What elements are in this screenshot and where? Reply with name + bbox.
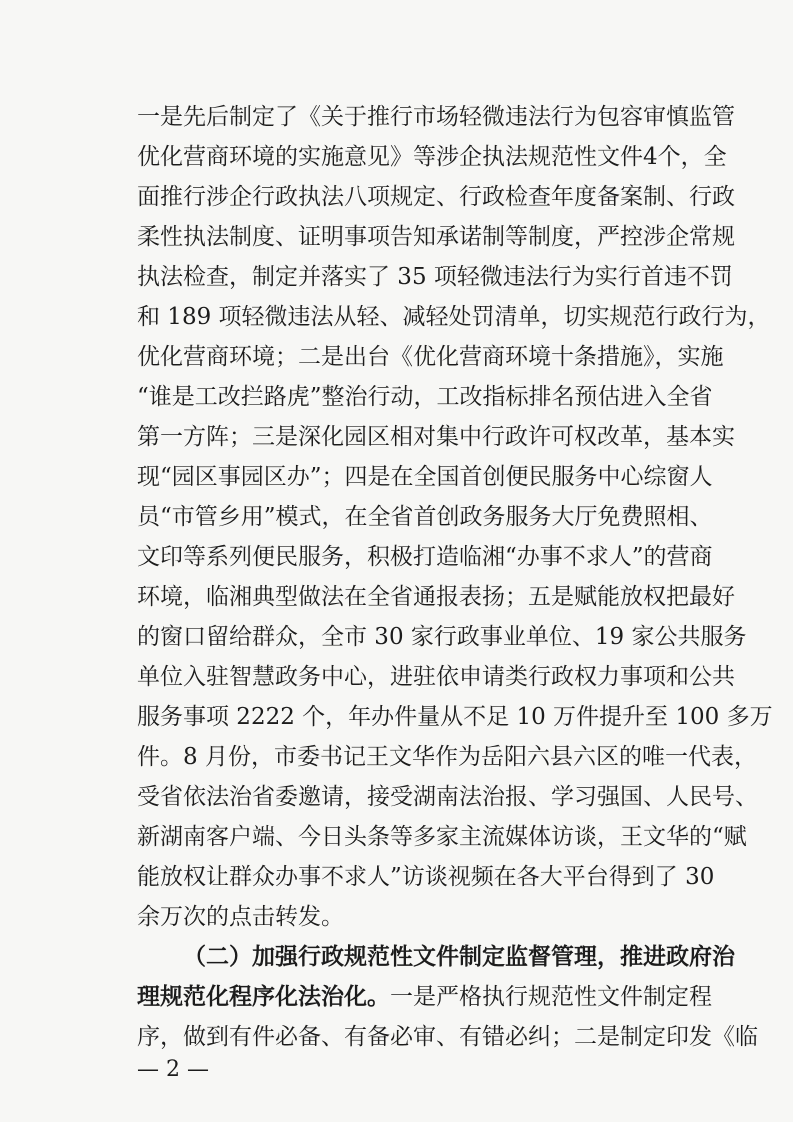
body-text-line: 新湖南客户端、今日头条等多家主流媒体访谈，王文华的“赋 <box>137 824 747 850</box>
body-text-line: 第一方阵；三是深化园区相对集中行政许可权改革，基本实 <box>137 424 735 450</box>
body-text-line: 件。8 月份，市委书记王文华作为岳阳六县六区的唯一代表， <box>137 744 757 770</box>
section-heading-continuation: 理规范化程序化法治化。 <box>137 983 390 1010</box>
body-text-line: 的窗口留给群众，全市 30 家行政事业单位、19 家公共服务 <box>137 624 747 650</box>
section-body-start: 一是严格执行规范性文件制定程 <box>390 984 712 1010</box>
body-text-line: 单位入驻智慧政务中心，进驻依申请类行政权力事项和公共 <box>137 664 735 690</box>
section-body-line: 序，做到有件必备、有备必审、有错必纠；二是制定印发《临 <box>137 1024 758 1050</box>
body-text-line: 余万次的点击转发。 <box>137 904 344 930</box>
section-mixed-line <box>137 977 712 1017</box>
body-text-line: 能放权让群众办事不求人”访谈视频在各大平台得到了 30 <box>137 864 715 890</box>
section-heading-line: （二）加强行政规范性文件制定监督管理，推进政府治 <box>183 943 735 970</box>
body-text-line: 环境，临湘典型做法在全省通报表扬；五是赋能放权把最好 <box>137 584 735 610</box>
body-text-line: 一是先后制定了《关于推行市场轻微违法行为包容审慎监管 <box>137 104 735 130</box>
body-text-line: 面推行涉企行政执法八项规定、行政检查年度备案制、行政 <box>137 184 735 210</box>
body-text-line: 受省依法治省委邀请，接受湖南法治报、学习强国、人民号、 <box>137 784 758 810</box>
body-text-line: 优化营商环境；二是出台《优化营商环境十条措施》，实施 <box>137 344 724 370</box>
body-text-line: 现“园区事园区办”；四是在全国首创便民服务中心综窗人 <box>137 464 713 490</box>
body-text-line: 文印等系列便民服务，积极打造临湘“办事不求人”的营商 <box>137 544 713 570</box>
body-text-line: 优化营商环境的实施意见》等涉企执法规范性文件4个，全 <box>137 144 727 170</box>
body-text-line: 柔性执法制度、证明事项告知承诺制等制度，严控涉企常规 <box>137 224 735 250</box>
body-text-line: 服务事项 2222 个，年办件量从不足 10 万件提升至 100 多万 <box>137 704 773 730</box>
body-text-line: 员“市管乡用”模式，在全省首创政务服务大厅免费照相、 <box>137 504 713 530</box>
body-text-line: “谁是工改拦路虎”整治行动，工改指标排名预估进入全省 <box>137 384 713 410</box>
page-number: — 2 — <box>137 1057 209 1082</box>
body-text-line: 和 189 项轻微违法从轻、减轻处罚清单，切实规范行政行为， <box>137 304 771 330</box>
body-text-line: 执法检查，制定并落实了 35 项轻微违法行为实行首违不罚 <box>137 264 733 290</box>
